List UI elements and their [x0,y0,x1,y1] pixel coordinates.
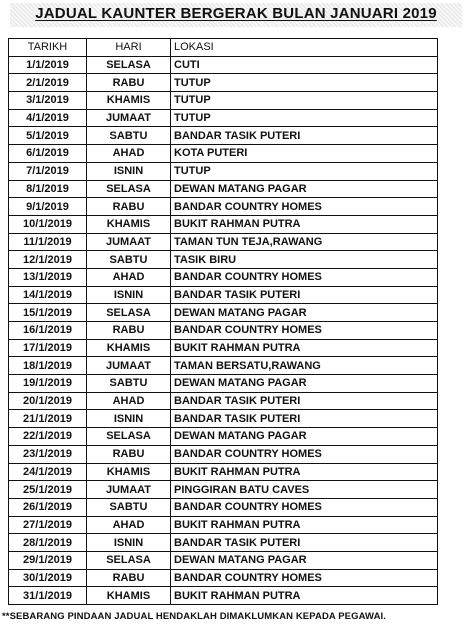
cell-day: SABTU [87,251,171,269]
cell-day: JUMAAT [87,481,171,499]
cell-location: BANDAR COUNTRY HOMES [171,445,438,463]
table-row [9,357,438,375]
header-row [9,39,438,57]
cell-location: KOTA PUTERI [171,145,438,163]
cell-date: 9/1/2019 [9,198,87,216]
cell-location: BANDAR COUNTRY HOMES [171,268,438,286]
page-title: JADUAL KAUNTER BERGERAK BULAN JANUARI 2019 [35,5,437,22]
cell-day: KHAMIS [87,463,171,481]
cell-day: JUMAAT [87,233,171,251]
cell-location: DEWAN MATANG PAGAR [171,551,438,569]
cell-date: 14/1/2019 [9,286,87,304]
cell-date: 20/1/2019 [9,392,87,410]
table-row [9,233,438,251]
cell-date: 3/1/2019 [9,92,87,110]
cell-location: BANDAR COUNTRY HOMES [171,198,438,216]
cell-day: RABU [87,74,171,92]
table-row [9,215,438,233]
cell-day: KHAMIS [87,339,171,357]
cell-date: 11/1/2019 [9,233,87,251]
table-row [9,392,438,410]
cell-location: TAMAN TUN TEJA,RAWANG [171,233,438,251]
schedule-table [8,38,438,605]
cell-location: TUTUP [171,162,438,180]
cell-day: AHAD [87,268,171,286]
cell-date: 18/1/2019 [9,357,87,375]
cell-location: TASIK BIRU [171,251,438,269]
cell-day: SELASA [87,428,171,446]
cell-day: RABU [87,198,171,216]
cell-day: AHAD [87,392,171,410]
cell-day: KHAMIS [87,587,171,605]
cell-day: SELASA [87,180,171,198]
cell-location: TUTUP [171,92,438,110]
cell-day: AHAD [87,516,171,534]
cell-date: 5/1/2019 [9,127,87,145]
cell-date: 6/1/2019 [9,145,87,163]
column-header-location: LOKASI [171,39,438,57]
cell-date: 8/1/2019 [9,180,87,198]
table-row [9,268,438,286]
cell-location: DEWAN MATANG PAGAR [171,180,438,198]
cell-date: 1/1/2019 [9,56,87,74]
cell-day: SABTU [87,127,171,145]
cell-date: 4/1/2019 [9,109,87,127]
column-header-day: HARI [87,39,171,57]
cell-date: 24/1/2019 [9,463,87,481]
cell-day: RABU [87,569,171,587]
cell-location: BANDAR TASIK PUTERI [171,392,438,410]
table-row [9,375,438,393]
cell-location: BANDAR TASIK PUTERI [171,410,438,428]
cell-location: BUKIT RAHMAN PUTRA [171,463,438,481]
cell-location: PINGGIRAN BATU CAVES [171,481,438,499]
cell-location: BANDAR TASIK PUTERI [171,534,438,552]
schedule-rows [9,56,438,604]
table-row [9,180,438,198]
cell-day: ISNIN [87,286,171,304]
cell-location: TUTUP [171,74,438,92]
table-row [9,198,438,216]
cell-location: BUKIT RAHMAN PUTRA [171,516,438,534]
cell-day: ISNIN [87,534,171,552]
table-row [9,551,438,569]
table-row [9,162,438,180]
cell-day: KHAMIS [87,215,171,233]
table-row [9,410,438,428]
cell-date: 2/1/2019 [9,74,87,92]
footnote: **SEBARANG PINDAAN JADUAL HENDAKLAH DIMAKLUMKAN KEPADA PEGAWAI. [2,611,387,622]
cell-date: 19/1/2019 [9,375,87,393]
cell-date: 22/1/2019 [9,428,87,446]
cell-date: 27/1/2019 [9,516,87,534]
cell-date: 28/1/2019 [9,534,87,552]
table-row [9,322,438,340]
cell-day: SELASA [87,551,171,569]
table-row [9,463,438,481]
cell-day: JUMAAT [87,357,171,375]
cell-date: 31/1/2019 [9,587,87,605]
table-row [9,109,438,127]
cell-location: TUTUP [171,109,438,127]
cell-date: 26/1/2019 [9,498,87,516]
cell-location: BUKIT RAHMAN PUTRA [171,339,438,357]
cell-day: SABTU [87,498,171,516]
cell-location: DEWAN MATANG PAGAR [171,304,438,322]
cell-date: 15/1/2019 [9,304,87,322]
cell-location: CUTI [171,56,438,74]
cell-location: BANDAR COUNTRY HOMES [171,498,438,516]
cell-date: 25/1/2019 [9,481,87,499]
table-row [9,92,438,110]
table-row [9,498,438,516]
column-header-date: TARIKH [9,39,87,57]
cell-location: TAMAN BERSATU,RAWANG [171,357,438,375]
cell-date: 30/1/2019 [9,569,87,587]
cell-location: BUKIT RAHMAN PUTRA [171,215,438,233]
table-row [9,481,438,499]
cell-date: 10/1/2019 [9,215,87,233]
cell-date: 21/1/2019 [9,410,87,428]
table-row [9,569,438,587]
cell-location: DEWAN MATANG PAGAR [171,375,438,393]
cell-day: ISNIN [87,410,171,428]
table-row [9,534,438,552]
cell-day: KHAMIS [87,92,171,110]
cell-day: SABTU [87,375,171,393]
cell-location: DEWAN MATANG PAGAR [171,428,438,446]
cell-date: 13/1/2019 [9,268,87,286]
table-row [9,251,438,269]
table-row [9,74,438,92]
table-row [9,339,438,357]
cell-date: 23/1/2019 [9,445,87,463]
cell-date: 16/1/2019 [9,322,87,340]
table-row [9,304,438,322]
cell-date: 17/1/2019 [9,339,87,357]
cell-location: BANDAR TASIK PUTERI [171,286,438,304]
table-row [9,145,438,163]
cell-location: BANDAR COUNTRY HOMES [171,322,438,340]
table-row [9,127,438,145]
cell-location: BUKIT RAHMAN PUTRA [171,587,438,605]
cell-day: RABU [87,445,171,463]
cell-location: BANDAR TASIK PUTERI [171,127,438,145]
cell-date: 7/1/2019 [9,162,87,180]
cell-day: AHAD [87,145,171,163]
cell-day: RABU [87,322,171,340]
table-row [9,428,438,446]
cell-day: ISNIN [87,162,171,180]
cell-date: 12/1/2019 [9,251,87,269]
cell-day: SELASA [87,304,171,322]
cell-day: SELASA [87,56,171,74]
table-row [9,445,438,463]
table-row [9,587,438,605]
table-row [9,286,438,304]
table-row [9,56,438,74]
table-row [9,516,438,534]
cell-day: JUMAAT [87,109,171,127]
cell-location: BANDAR COUNTRY HOMES [171,569,438,587]
cell-date: 29/1/2019 [9,551,87,569]
